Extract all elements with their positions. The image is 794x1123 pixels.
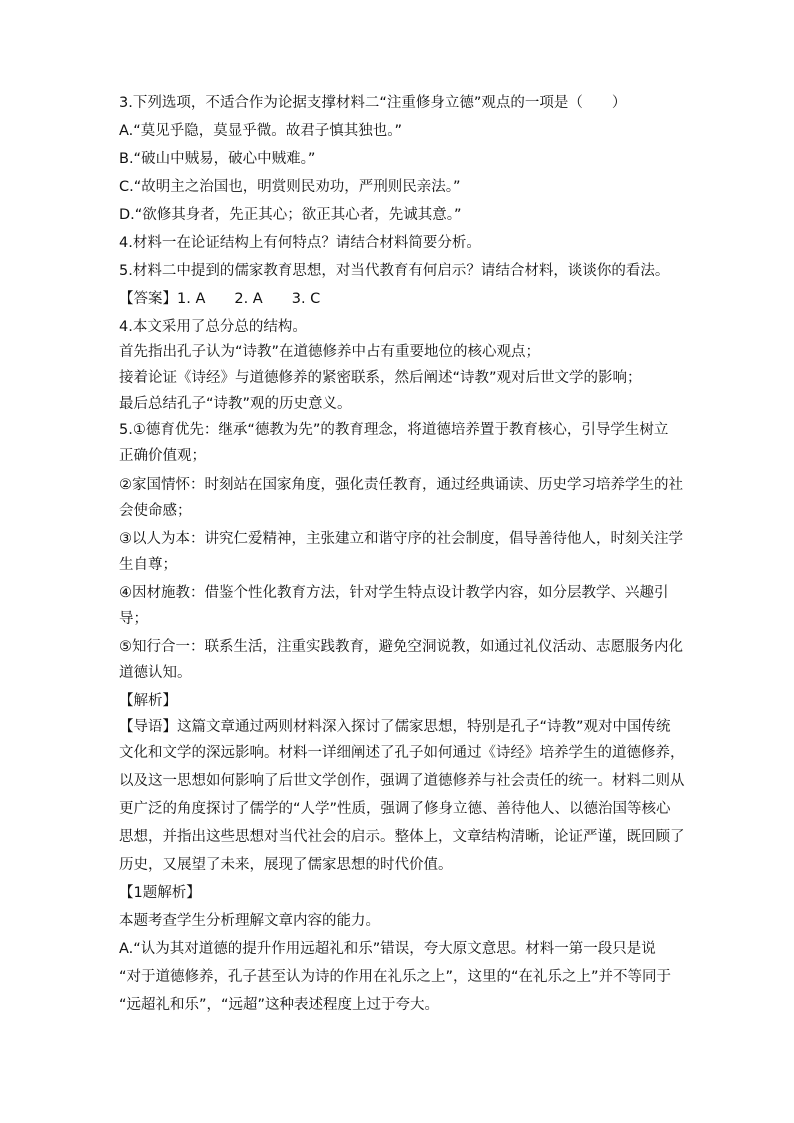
intro-paragraph-line: 更广泛的角度探讨了儒学的“人学”性质，强调了修身立德、善待他人、以德治国等核心 [119, 801, 671, 817]
answer-key: 【答案】1. A 2. A 3. C [119, 291, 321, 307]
q1-analysis-line: “远超礼和乐”，“远超”这种表述程度上过于夸大。 [119, 997, 440, 1013]
answer-5-line: ④因材施教：借鉴个性化教育方法，针对学生特点设计教学内容，如分层教学、兴趣引 [119, 585, 669, 601]
option-b: B.“破山中贼易，破心中贼难。” [119, 151, 316, 167]
intro-paragraph-line: 【导语】这篇文章通过两则材料深入探讨了儒家思想，特别是孔子“诗教”观对中国传统 [119, 719, 671, 735]
intro-paragraph-line: 文化和文学的深远影响。材料一详细阐述了孔子如何通过《诗经》培养学生的道德修养， [119, 745, 685, 761]
q1-analysis-heading: 【1题解析】 [119, 885, 201, 901]
answer-5-line: ②家国情怀：时刻站在国家角度，强化责任教育，通过经典诵读、历史学习培养学生的社 [119, 477, 683, 493]
answer-5-line: ③以人为本：讲究仁爱精神，主张建立和谐守序的社会制度，倡导善待他人，时刻关注学 [119, 531, 683, 547]
question-3-stem: 3.下列选项，不适合作为论据支撑材料二“注重修身立德”观点的一项是（ ） [119, 95, 627, 111]
option-c: C.“故明主之治国也，明赏则民劝功，严刑则民亲法。” [119, 179, 461, 195]
answer-5-line: 导； [119, 611, 148, 627]
intro-paragraph-line: 思想，并指出这些思想对当代社会的启示。整体上，文章结构清晰，论证严谨，既回顾了 [119, 829, 685, 845]
answer-5-line: 会使命感； [119, 503, 192, 519]
answer-4-line: 最后总结孔子“诗教”观的历史意义。 [119, 396, 352, 412]
answer-5-line: 正确价值观； [119, 448, 206, 464]
answer-5-line: 生自尊； [119, 557, 177, 573]
answer-5-line: 道德认知。 [119, 665, 192, 681]
q1-analysis-line: A.“认为其对道德的提升作用远超礼和乐”错误，夸大原文意思。材料一第一段只是说 [119, 941, 656, 957]
intro-paragraph-line: 历史，又展望了未来，展现了儒家思想的时代价值。 [119, 857, 453, 873]
answer-4-line: 首先指出孔子认为“诗教”在道德修养中占有重要地位的核心观点； [119, 344, 541, 360]
option-a: A.“莫见乎隐，莫显乎微。故君子慎其独也。” [119, 123, 403, 139]
q1-analysis-line: “对于道德修养，孔子甚至认为诗的作用在礼乐之上”，这里的“在礼乐之上”并不等同于 [119, 969, 672, 985]
intro-paragraph-line: 以及这一思想如何影响了后世文学创作，强调了道德修养与社会责任的统一。材料二则从 [119, 773, 685, 789]
option-d: D.“欲修其身者，先正其心；欲正其心者，先诚其意。” [119, 207, 462, 223]
analysis-heading: 【解析】 [119, 693, 177, 709]
answer-4-line: 接着论证《诗经》与道德修养的紧密联系，然后阐述“诗教”观对后世文学的影响； [119, 370, 642, 386]
q1-analysis-line: 本题考查学生分析理解文章内容的能力。 [119, 913, 380, 929]
question-4: 4.材料一在论证结构上有何特点？请结合材料简要分析。 [119, 235, 481, 251]
answer-5-line: 5.①德育优先：继承“德教为先”的教育理念，将道德培养置于教育核心，引导学生树立 [119, 422, 669, 438]
answer-4-heading: 4.本文采用了总分总的结构。 [119, 319, 307, 335]
answer-5-line: ⑤知行合一：联系生活，注重实践教育，避免空洞说教，如通过礼仪活动、志愿服务内化 [119, 639, 683, 655]
question-5: 5.材料二中提到的儒家教育思想，对当代教育有何启示？请结合材料，谈谈你的看法。 [119, 263, 670, 279]
